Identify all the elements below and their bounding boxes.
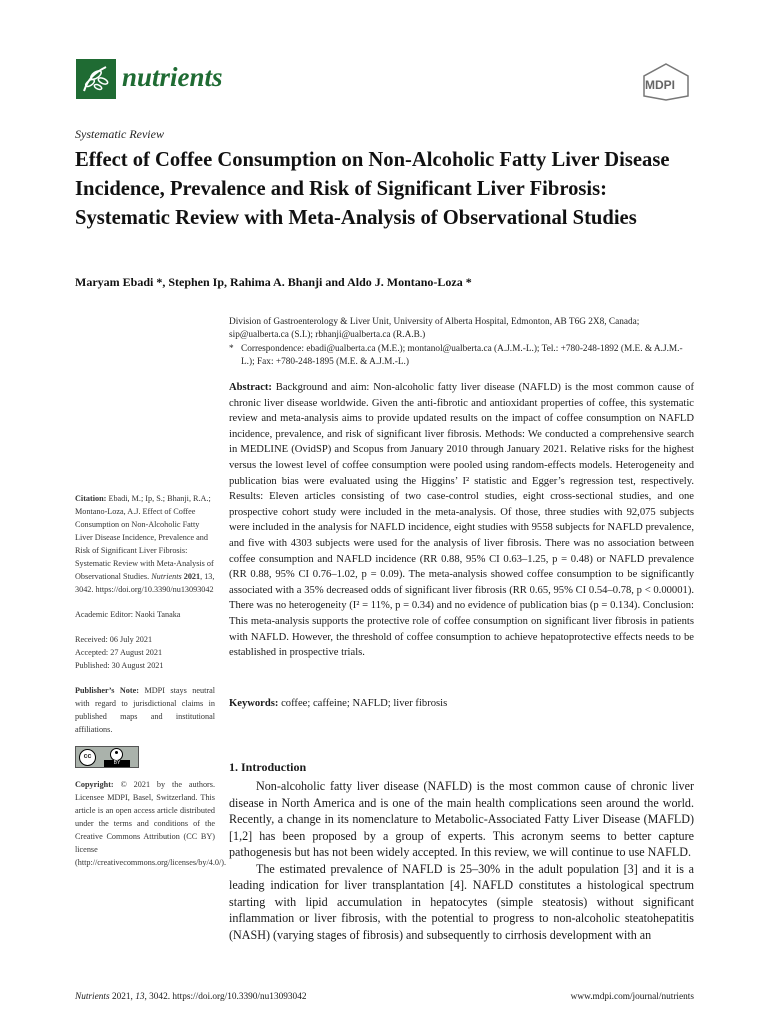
journal-name: nutrients [122,62,223,92]
keywords-text: coffee; caffeine; NAFLD; liver fibrosis [281,698,448,709]
affiliation-text: Division of Gastroenterology & Liver Unit, University of Alberta Hospital, Edmonton, AB T6G 2X8, Canada; sip@ualberta.ca (S.I.); rbhanji@ualberta.ca (R.A.B.) [229,317,640,341]
publisher-note-text: MDPI stays neutral with regard to jurisdictional claims in published maps and institutional affiliations. [75,686,216,734]
dates [75,633,215,672]
received-date: Received: 06 July 2021 [75,635,153,644]
citation-journal: Nutrients [151,572,182,581]
copyright [75,778,227,869]
abstract-text: Background and aim: Non-alcoholic fatty liver disease (NAFLD) is the most common cause of chronic liver disease worldwide. Given the anti-fibrotic and antioxidant properties of coffee, this systematic review and meta-analysis aims to provide updated results on the impact of coffee consumption on NAFLD incidence, prevalence, and risk of significant liver fibrosis. Methods: We conducted a comprehensive search in MEDLINE (OvidSP) and Scopus from January 2010 through January 2021. Relative risks for the highest versus the lowest level of coffee consumption were pooled using random-effects models. Heterogeneity and publication bias were evaluated using the Higgins’ I² statistic and Egger’s regression test, respectively. Results: Eleven articles consisting of two case-control studies, eight cross-sectional studies, and one prospective cohort study were included in the meta-analysis. Of those, three studies with 92,075 subjects were included in the analysis for NAFLD incidence, eight studies with 9558 subjects for NAFLD prevalence, and five with 4303 subjects were used for the analysis of liver fibrosis. There was no association between coffee consumption and NAFLD incidence (RR 0.88, 95% CI 0.63–1.25, p = 0.48) or NAFLD prevalence (RR 0.88, 95% CI 0.76–1.02, p = 0.09). The meta-analysis showed coffee consumption to be significantly associated with a 35% decreased odds of significant liver fibrosis (RR 0.65, 95% CI 0.54–0.78, p < 0.00001). There was no heterogeneity (I² = 11%, p = 0.34) and no evidence of publication bias (p = 0.134). Conclusion: This meta-analysis supports the protective role of coffee consumption on significant liver fibrosis in patients with NAFLD. However, the threshold of coffee consumption to achieve hepatoprotective effects needs to be established in prospective trials. [229,382,694,659]
correspondence [229,343,694,370]
citation [75,492,215,596]
citation-year: 2021 [183,572,201,581]
copyright-text: © 2021 by the authors. Licensee MDPI, Basel, Switzerland. This article is an open access article distributed under the terms and conditions of the Creative Commons Attribution (CC BY) license (http://creativecommons.org/licenses/by/4.0/). [75,780,227,867]
sidebar [75,492,227,869]
accepted-date: Accepted: 27 August 2021 [75,648,163,657]
cc-by-license-badge[interactable] [75,746,139,768]
introduction-body [229,778,694,943]
published-date: Published: 30 August 2021 [75,661,164,670]
affiliations [229,316,694,369]
cc-icon: cc [79,749,96,766]
publisher-note-label: Publisher’s Note: [75,686,139,695]
publisher-note [75,684,215,736]
footer-website-link[interactable]: www.mdpi.com/journal/nutrients [570,992,694,1002]
correspondence-star: * [229,343,234,354]
academic-editor: Academic Editor: Naoki Tanaka [75,610,181,619]
citation-text: Ebadi, M.; Ip, S.; Bhanji, R.A.; Montano-Loza, A.J. Effect of Coffee Consumption on Non-Alcoholic Fatty Liver Disease Incidence, Prevalence and Risk of Significant Liver Fibrosis: Systematic Review with Meta-Analysis of Observational Studies. [75,494,214,581]
abstract-label: Abstract: [229,382,272,393]
abstract [229,380,694,661]
section-heading-introduction: 1. Introduction [229,760,307,774]
author-list: Maryam Ebadi *, Stephen Ip, Rahima A. Bhanji and Aldo J. Montano-Loza * [75,275,472,289]
keywords [229,698,694,709]
footer-volume: 13 [135,992,145,1002]
citation-volume-doi[interactable]: , 13, 3042. https://doi.org/10.3390/nu13093042 [75,572,215,594]
by-label: BY [104,760,130,767]
journal-logo-icon [76,59,116,99]
footer-doi[interactable]: , 3042. https://doi.org/10.3390/nu13093042 [144,992,307,1002]
paragraph: The estimated prevalence of NAFLD is 25–30% in the adult population [3] and it is a leading indication for liver transplantation [4]. NAFLD constitutes a histological spectrum starting with lipid accumulation in hepatocytes (simple steatosis) without significant inflammation or liver fibrosis, with the potential to progress to non-alcoholic steatohepatitis (NASH) (varying stages of fibrosis) and subsequently to cirrhosis development with an [229,861,694,942]
footer-citation: Nutrients 2021, 13, 3042. https://doi.org/10.3390/nu13093042 [75,992,307,1002]
article-title: Effect of Coffee Consumption on Non-Alcoholic Fatty Liver Disease Incidence, Prevalence and Risk of Significant Liver Fibrosis: Systematic Review with Meta-Analysis of Observational Studies [75,149,670,229]
keywords-label: Keywords: [229,698,279,709]
footer-year: 2021 [111,992,131,1002]
correspondence-text: Correspondence: ebadi@ualberta.ca (M.E.); montanol@ualberta.ca (A.J.M.-L.); Tel.: +780-248-1892 (M.E. & A.J.M.-L.); Fax: +780-248-1895 (M.E. & A.J.M.-L.) [241,343,683,367]
citation-label: Citation: [75,494,107,503]
copyright-label: Copyright: [75,780,114,789]
footer-journal: Nutrients [75,992,110,1002]
paragraph: Non-alcoholic fatty liver disease (NAFLD) is the most common cause of chronic liver disease in North America and is one of the main health complications seen around the world. Recently, a change in its nomenclature to Metabolic-Associated Fatty Liver Disease (MAFLD) [1,2] has been proposed by a group of experts. This acronym seems to better capture pathogenesis but has not been widely accepted. In this review, we will continue to use NAFLD. [229,779,694,859]
article-type: Systematic Review [75,127,164,141]
mdpi-logo-text: MDPI [645,78,675,92]
